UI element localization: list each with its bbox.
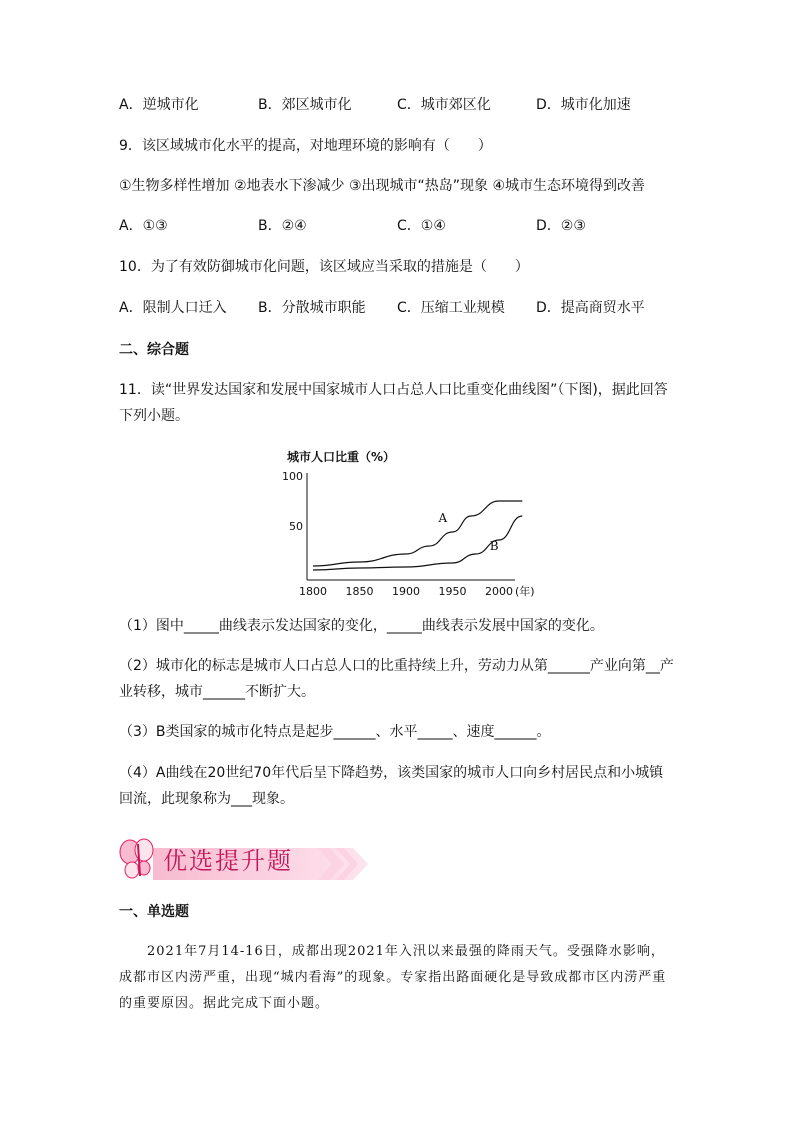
q8-option-c: C．城市郊区化 (397, 97, 491, 113)
x-axis-label: (年) (515, 585, 535, 598)
q11-sub3: （3）B类国家的城市化特点是起步______、水平_____、速度______。 (119, 724, 551, 740)
q11-sub2-line2: 业转移，城市______不断扩大。 (119, 684, 315, 700)
banner-title: 优选提升题 (163, 847, 293, 875)
passage-line2: 成都市区内涝严重，出现“城内看海”的现象。专家指出路面硬化是导致成都市区内涝严重 (119, 970, 667, 985)
q9-option-c: C．①④ (397, 218, 446, 234)
section-heading-single-choice: 一、单选题 (119, 904, 189, 920)
urbanization-chart (282, 445, 535, 600)
q9-statements: ①生物多样性增加 ②地表水下渗减少 ③出现城市“热岛”现象 ④城市生态环境得到改善 (119, 178, 646, 194)
butterfly-icon (120, 839, 153, 878)
q9-option-b: B．②④ (258, 218, 307, 234)
q10-option-a: A．限制人口迁入 (119, 300, 227, 316)
x-tick-label: 1950 (438, 585, 467, 598)
q10-stem: 10．为了有效防御城市化问题，该区域应当采取的措施是（ ） (119, 259, 529, 275)
x-tick-label: 1800 (299, 585, 327, 598)
q9-option-d: D．②③ (536, 218, 586, 234)
q10-option-b: B．分散城市职能 (258, 300, 366, 316)
series-line-a (313, 501, 522, 566)
q11-stem-line2: 下列小题。 (119, 408, 189, 424)
q8-option-a: A．逆城市化 (119, 97, 199, 113)
y-tick-label: 100 (282, 470, 303, 483)
q10-option-c: C．压缩工业规模 (397, 300, 505, 316)
chart-title: 城市人口比重（%） (287, 450, 396, 464)
passage-line3: 的重要原因。据此完成下面小题。 (119, 996, 330, 1011)
x-tick-label: 2000 (485, 585, 513, 598)
q9-stem: 9．该区域城市化水平的提高，对地理环境的影响有（ ） (119, 138, 492, 154)
q11-sub1: （1）图中_____曲线表示发达国家的变化，_____曲线表示发展中国家的变化。 (119, 618, 604, 634)
x-tick-label: 1900 (392, 585, 420, 598)
q10-option-d: D．提高商贸水平 (536, 300, 645, 316)
y-tick-label: 50 (289, 520, 303, 533)
passage-line1: 2021年7月14-16日，成都出现2021年入汛以来最强的降雨天气。受强降水影响， (119, 944, 665, 959)
q8-option-b: B．郊区城市化 (258, 97, 352, 113)
q11-sub2-line1: （2）城市化的标志是城市人口占总人口的比重持续上升，劳动力从第______产业向第__产 (119, 658, 674, 674)
series-label-b: B (489, 539, 499, 553)
q11-stem-line1: 11．读“世界发达国家和发展中国家城市人口占总人口比重变化曲线图”（下图)，据此回答 (119, 382, 668, 398)
q9-option-a: A．①③ (119, 218, 168, 234)
x-tick-label: 1850 (345, 585, 374, 598)
q8-option-d: D．城市化加速 (536, 97, 631, 113)
q11-sub4-line1: （4）A曲线在20世纪70年代后呈下降趋势，该类国家的城市人口向乡村居民点和小城镇 (119, 765, 664, 781)
q11-sub4-line2: 回流，此现象称为___现象。 (119, 791, 294, 807)
section-heading-comprehensive: 二、综合题 (119, 342, 189, 358)
series-label-a: A (438, 511, 448, 525)
